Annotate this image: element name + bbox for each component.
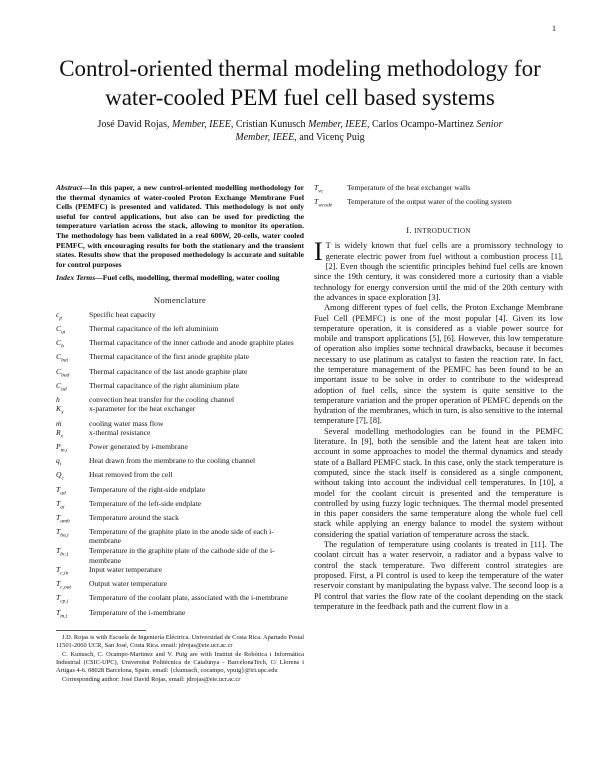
nomenclature-row (56, 442, 304, 456)
nomenclature-definition: Temperature of the output water of the cooling system (347, 197, 512, 207)
nomenclature-symbol: ṁ (56, 418, 62, 428)
nomenclature-row (56, 579, 304, 593)
nomenclature-row (56, 456, 304, 470)
footnote-rule (56, 630, 146, 631)
author-role: Member, IEEE (171, 119, 231, 130)
nomenclature-row (56, 310, 304, 324)
nomenclature-definition: Power generated by i-membrane (89, 442, 188, 452)
nomenclature-definition: Temperature of the right-side endplate (89, 484, 206, 494)
nomenclature-symbol: $C_{ai}$ (56, 324, 66, 336)
abstract-label: Abstract (56, 183, 83, 192)
nomenclature-heading-text: Nomenclature (153, 294, 207, 305)
nomenclature-definition: Thermal capacitance of the inner cathode and anode graphite plates (89, 338, 294, 348)
intro-paragraph (314, 540, 563, 612)
paper-title: Control-oriented thermal modeling methodology for water-cooled PEM fuel cell based systems (59, 56, 541, 110)
nomenclature-symbol: $T_{c,in}$ (56, 565, 69, 577)
nomenclature-definition: Specific heat capacity (89, 310, 156, 320)
intro-paragraph-text: Several modelling methodologies can be found in the PEMFC literature. In [9], both the sensible and the latent heat are taken into account in some approaches to model the thermal dynamics and steady state of a Ballard PEMFC stack. In this case, only the stack temperature is computed, since the stack itself is considered as a single component, without taking into account the individual cell temperatures. In [10], a model for the coolant circuit is presented and the temperature is controlled by using fuzzy logic techniques. The thermal model presented in this paper considers the same temperature along the whole fuel cell stack while applying an energy balance to model the system without considering the spatial variation of temperature across the stack. (314, 426, 563, 539)
nomenclature-symbol: $T_{wcode}$ (314, 197, 333, 209)
intro-paragraph-text: T is widely known that fuel cells are a promissory technology to generate electric power from fuel without a combustion process [1], [2]. Even though the scientific principles behind fuel cells are known since the 19th century, it was considered more a curiosity than a viable technology for energy conversion until the mid of the 20th century with the advances in space exploration [3]. (314, 241, 563, 302)
nomenclature-row (56, 395, 304, 405)
intro-paragraph-text: The regulation of temperature using coolants is treated in [11]. The coolant circuit has a water reservoir, a radiator and a bypass valve to control the stack temperature. Two different control strategies are proposed. First, a PI control is used to keep the temperature of the water reservoir constant by manipulating the bypass valve. The second loop is a PI control that varies the flow rate of the coolant depending on the stack temperature in the feedback path and the current flow in a (314, 540, 563, 611)
author-text: , and Vicenç Puig (294, 132, 365, 143)
nomenclature-row (56, 527, 304, 546)
nomenclature-symbol: h (56, 394, 60, 404)
intro-paragraph (314, 427, 563, 540)
nomenclature-symbol: $T_{ba,i}$ (56, 526, 69, 539)
nomenclature-symbol: $T_{cp,i}$ (56, 593, 69, 605)
nomenclature-row (56, 565, 304, 579)
nomenclature-symbol: $P_{m,i}$ (56, 442, 68, 454)
nomenclature-definition: Heat drawn from the membrane to the cooling channel (89, 456, 256, 466)
footnote: J.D. Rojas is with Escuela de Ingeniería Eléctrica. Universidad de Costa Rica. Apartado Postal 11501-2060 UCR, San José, Costa Rica. email: jdrojas@eie.ucr.ac.cr (56, 633, 304, 649)
author-text: José David Rojas, (97, 119, 172, 130)
nomenclature-definition: Temperature around the stack (89, 512, 179, 522)
author-list (80, 118, 520, 144)
nomenclature-definition: Temperature of the graphite plate in the anode side of each i-membrane (89, 526, 274, 546)
nomenclature-heading (56, 295, 304, 305)
drop-cap: I (314, 237, 323, 267)
nomenclature-symbol: $K_x$ (56, 404, 64, 416)
nomenclature-table (56, 310, 304, 622)
nomenclature-definition: Temperature of the i-membrane (89, 607, 186, 617)
nomenclature-symbol: $T_{c,out}$ (56, 579, 72, 591)
nomenclature-symbol: $R_x$ (56, 428, 64, 440)
author-text: , Carlos Ocampo-Martinez (366, 119, 477, 130)
nomenclature-row (56, 352, 304, 366)
nomenclature-definition: Temperature of the left-side endplate (89, 498, 202, 508)
nomenclature-row (56, 499, 304, 513)
nomenclature-definition: convection heat transfer for the cooling channel (89, 394, 235, 404)
intro-paragraph (314, 237, 563, 303)
footnote: Corresponding author: José David Rojas, email: jdrojas@eie.ucr.ac.cr (62, 675, 241, 683)
nomenclature-row (56, 404, 304, 418)
nomenclature-definition: Thermal capacitance of the left aluminium (89, 324, 219, 334)
nomenclature-row (56, 428, 304, 442)
nomenclature-row (314, 197, 563, 211)
footnotes (56, 634, 304, 684)
nomenclature-symbol: $q_i$ (56, 456, 62, 468)
footnote: C. Kunusch, C. Ocampo-Martinez and V. Puig are with Institut de Robòtica i Informàtica Industrial (CSIC-UPC), Universitat Politècnica de Catalunya - BarcelonaTech, C/ Llorens i Artigas 4-6. 08028 Barcelona, Spain. email: {ckunusch, cocampo, vpuig}@iri.upc.edu (56, 650, 304, 674)
nomenclature-definition: Temperature of the coolant plate, associated with the i-membrane (89, 593, 288, 603)
nomenclature-definition: x-thermal resistance (89, 428, 151, 438)
nomenclature-continued (314, 183, 563, 211)
nomenclature-definition: Input water temperature (89, 565, 162, 575)
nomenclature-symbol: $Q_c$ (56, 470, 64, 482)
nomenclature-symbol: $c_p$ (56, 310, 63, 322)
nomenclature-symbol: $T_{bc,i}$ (56, 546, 69, 558)
nomenclature-definition: Temperature of the heat exchanger walls (347, 183, 471, 192)
nomenclature-row (56, 513, 304, 527)
nomenclature-symbol: $C_{bad}$ (56, 366, 70, 379)
nomenclature-definition: Thermal capacitance of the right aluminium plate (89, 380, 240, 390)
nomenclature-symbol: $C_b$ (56, 338, 64, 350)
nomenclature-row (314, 183, 563, 197)
nomenclature-symbol: $T_{amb}$ (56, 512, 70, 525)
section-title: INTRODUCTION (414, 227, 471, 236)
nomenclature-row (56, 338, 304, 352)
author-role: Member, IEEE (308, 119, 367, 130)
nomenclature-definition: x-parameter for the heat exchanger (89, 404, 196, 414)
author-role: Member, IEEE (235, 132, 295, 143)
nomenclature-symbol: $T_{ai}$ (56, 498, 65, 511)
nomenclature-symbol: $T_{ad}$ (56, 484, 66, 497)
right-column (314, 183, 563, 612)
intro-paragraph (314, 303, 563, 427)
author-role: Senior (476, 119, 503, 130)
nomenclature-symbol: $T_{m,i}$ (56, 607, 68, 620)
nomenclature-symbol: $C_{ad}$ (56, 380, 67, 393)
abstract-text: —In this paper, a new control-oriented modelling methodology for the thermal dynamics of water-cooled Proton Exchange Membrane Fuel Cells (PEMFC) is presented and validated. This methodology is not only useful for control applications, but also can be used for predicting the temperature variation across the stack, allowing to monitor its operation. The methodology has been validated in a real 600W, 20-cells, water cooled PEMFC, with encouraging results for both the stationary and the transient states. Results show that the proposed methodology is accurate and suitable for control purposes (56, 183, 304, 269)
nomenclature-row (56, 593, 304, 607)
nomenclature-row (56, 546, 304, 565)
index-terms (56, 273, 304, 283)
index-terms-text: —Fuel cells, modelling, thermal modelling, water cooling (95, 273, 280, 283)
nomenclature-row (56, 485, 304, 499)
author-text: , Cristian Kunusch (230, 119, 309, 130)
nomenclature-row (56, 381, 304, 395)
nomenclature-row (56, 324, 304, 338)
nomenclature-row (56, 367, 304, 381)
index-terms-label: Index Terms (56, 273, 96, 283)
nomenclature-definition: cooling water mass flow (89, 418, 164, 428)
nomenclature-row (56, 608, 304, 622)
nomenclature-definition: Output water temperature (89, 579, 168, 589)
section-number: I. (406, 225, 415, 236)
left-column (56, 183, 304, 685)
nomenclature-symbol: $T_{vc}$ (314, 183, 324, 195)
page-number: 1 (552, 24, 556, 33)
nomenclature-definition: Temperature in the graphite plate of the cathode side of the i-membrane (89, 546, 275, 565)
abstract (56, 183, 304, 269)
intro-paragraph-text: Among different types of fuel cells, the Proton Exchange Membrane Fuel Cell (PEMFC) is one of the most popular [4]. Given its low temperature operation, it is considered as a viable power source for mobile and transport applications [5], [6]. However, this low temperature of operation also implies some technical drawbacks, because it becomes necessary to use platinum as catalyst to fasten the reaction rate. In fact, the temperature management of the PEMFC has been found to be an important issue to be solve in order to contribute to the widespread adoption of fuel cells, since the system is quite sensitive to the temperature variation and the proper operation of PEMFC depends on the hydration of the membranes, which in turn, is also sensitive to the internal temperature [7], [8]. (314, 303, 563, 426)
introduction-heading (314, 225, 563, 236)
nomenclature-definition: Thermal capacitance of the first anode graphite plate (89, 352, 250, 362)
nomenclature-row (56, 470, 304, 484)
nomenclature-definition: Thermal capacitance of the last anode graphite plate (89, 366, 248, 376)
nomenclature-definition: Heat removed from the cell (89, 470, 173, 480)
nomenclature-symbol: $C_{bai}$ (56, 352, 69, 364)
nomenclature-row (56, 419, 304, 429)
introduction-body (314, 237, 563, 612)
